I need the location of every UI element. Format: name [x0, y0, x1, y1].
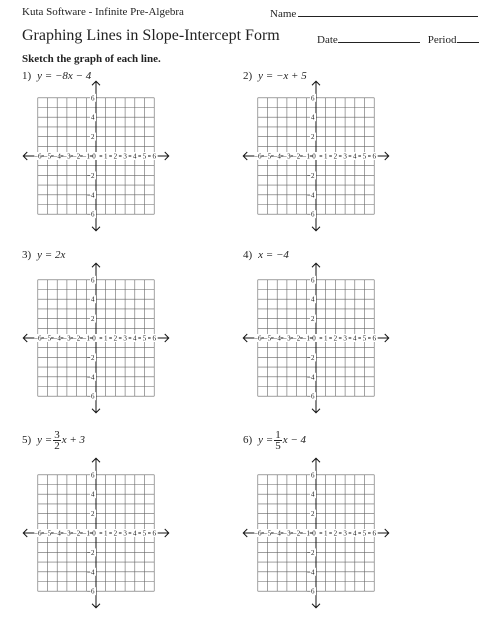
name-label: Name	[270, 8, 297, 20]
problem-number: 1)	[22, 70, 32, 82]
y-tick-label: 6	[91, 471, 95, 480]
x-tick-label: −1	[82, 152, 91, 161]
x-tick-label: −2	[292, 529, 301, 538]
y-tick-label: 2	[311, 315, 315, 324]
x-tick-label: −3	[63, 334, 71, 343]
y-tick-label: −2	[87, 353, 95, 362]
x-tick-label: 2	[333, 529, 338, 538]
equation-prefix: y =	[37, 434, 53, 447]
x-tick-label: −4	[273, 152, 281, 161]
instructions-text: Sketch the graph of each line.	[22, 53, 161, 65]
equation-suffix: x + 3	[61, 434, 86, 447]
x-tick-label: 0	[312, 334, 316, 343]
fraction-denominator: 2	[54, 440, 60, 452]
x-tick-label: −2	[72, 152, 81, 161]
fraction-numerator: 3	[54, 429, 60, 441]
period-label: Period	[427, 34, 457, 46]
x-tick-label: 1	[323, 152, 328, 161]
x-tick-label: 5	[362, 529, 367, 538]
y-tick-label: 6	[91, 94, 95, 103]
x-tick-label: −4	[53, 529, 61, 538]
problem-equation: y = −x + 5	[258, 70, 307, 82]
x-tick-label: −4	[273, 334, 281, 343]
y-tick-label: 6	[311, 471, 315, 480]
x-tick-label: 5	[142, 152, 147, 161]
x-tick-label: 5	[142, 334, 147, 343]
x-tick-label: −3	[63, 529, 71, 538]
x-tick-label: 1	[103, 152, 108, 161]
x-tick-label: −5	[43, 529, 52, 538]
y-tick-label: 2	[91, 133, 95, 142]
x-tick-label: 5	[362, 152, 367, 161]
page-title: Graphing Lines in Slope-Intercept Form	[22, 27, 280, 44]
problem-number: 6)	[243, 434, 253, 447]
x-tick-label: −5	[263, 529, 272, 538]
x-tick-label: 0	[312, 152, 316, 161]
x-tick-label: −1	[302, 529, 311, 538]
problem-equation: y = −8x − 4	[37, 70, 92, 82]
x-tick-label: 1	[323, 334, 328, 343]
x-tick-label: −2	[292, 152, 301, 161]
equation-prefix: y =	[258, 434, 274, 447]
x-tick-label: 3	[123, 152, 127, 161]
y-tick-label: 2	[311, 510, 315, 519]
x-tick-label: 4	[353, 334, 357, 343]
y-tick-label: −4	[307, 191, 315, 200]
x-tick-label: 6	[372, 152, 376, 161]
x-tick-label: −5	[43, 334, 52, 343]
fraction-denominator: 5	[275, 440, 281, 452]
x-tick-label: 0	[92, 529, 96, 538]
y-tick-label: −4	[87, 373, 95, 382]
date-label: Date	[317, 34, 338, 46]
y-tick-label: −4	[307, 373, 315, 382]
y-tick-label: −6	[307, 210, 315, 219]
y-tick-label: −6	[87, 587, 95, 596]
y-tick-label: 4	[91, 113, 95, 122]
x-tick-label: 2	[113, 334, 118, 343]
x-tick-label: −6	[34, 334, 42, 343]
problem-equation: y = 2x	[37, 249, 66, 261]
x-tick-label: 2	[113, 529, 118, 538]
x-tick-label: −6	[254, 334, 262, 343]
y-tick-label: −2	[87, 548, 95, 557]
x-tick-label: −6	[34, 152, 42, 161]
x-tick-label: −1	[82, 529, 91, 538]
x-tick-label: 6	[152, 529, 156, 538]
x-tick-label: 5	[142, 529, 147, 538]
x-tick-label: 3	[123, 529, 127, 538]
x-tick-label: 4	[353, 529, 357, 538]
x-tick-label: 6	[372, 529, 376, 538]
x-tick-label: −6	[34, 529, 42, 538]
x-tick-label: −5	[263, 334, 272, 343]
x-tick-label: 2	[333, 334, 338, 343]
x-tick-label: 0	[92, 152, 96, 161]
x-tick-label: −5	[43, 152, 52, 161]
y-tick-label: −6	[87, 210, 95, 219]
x-tick-label: 3	[123, 334, 127, 343]
x-tick-label: 1	[103, 334, 108, 343]
publisher-text: Kuta Software - Infinite Pre-Algebra	[22, 6, 184, 18]
y-tick-label: 4	[311, 490, 315, 499]
x-tick-label: 1	[103, 529, 108, 538]
x-tick-label: −2	[72, 529, 81, 538]
y-tick-label: 2	[311, 133, 315, 142]
x-tick-label: 0	[312, 529, 316, 538]
y-tick-label: 4	[311, 113, 315, 122]
y-tick-label: −4	[87, 191, 95, 200]
x-tick-label: 2	[333, 152, 338, 161]
equation-suffix: x − 4	[282, 434, 307, 447]
x-tick-label: −6	[254, 152, 262, 161]
x-tick-label: 5	[362, 334, 367, 343]
x-tick-label: −2	[72, 334, 81, 343]
y-tick-label: 6	[91, 276, 95, 285]
y-tick-label: −6	[307, 587, 315, 596]
x-tick-label: −3	[283, 529, 291, 538]
y-tick-label: 2	[91, 315, 95, 324]
problem-number: 3)	[22, 249, 32, 261]
x-tick-label: −4	[53, 334, 61, 343]
y-tick-label: −4	[307, 568, 315, 577]
y-tick-label: 4	[91, 295, 95, 304]
y-tick-label: −2	[307, 548, 315, 557]
y-tick-label: −2	[307, 171, 315, 180]
x-tick-label: 3	[343, 334, 347, 343]
y-tick-label: 4	[91, 490, 95, 499]
y-tick-label: 6	[311, 94, 315, 103]
x-tick-label: −3	[283, 334, 291, 343]
x-tick-label: −4	[53, 152, 61, 161]
grid-group	[243, 458, 389, 608]
y-tick-label: −2	[307, 353, 315, 362]
x-tick-label: −1	[82, 334, 91, 343]
x-tick-label: −1	[302, 152, 311, 161]
x-tick-label: −6	[254, 529, 262, 538]
problem-number: 2)	[243, 70, 253, 82]
x-tick-label: 6	[372, 334, 376, 343]
x-tick-label: 3	[343, 152, 347, 161]
x-tick-label: −1	[302, 334, 311, 343]
x-tick-label: −5	[263, 152, 272, 161]
problem-equation: x = −4	[258, 249, 289, 261]
x-tick-label: 6	[152, 152, 156, 161]
x-tick-label: 6	[152, 334, 156, 343]
x-tick-label: 4	[133, 152, 137, 161]
x-tick-label: 2	[113, 152, 118, 161]
y-tick-label: −6	[307, 392, 315, 401]
problem-number: 4)	[243, 249, 253, 261]
x-tick-label: 0	[92, 334, 96, 343]
x-tick-label: 3	[343, 529, 347, 538]
fraction-numerator: 1	[275, 429, 281, 441]
y-tick-label: −4	[87, 568, 95, 577]
problem-number: 5)	[22, 434, 32, 447]
x-tick-label: −4	[273, 529, 281, 538]
y-tick-label: 4	[311, 295, 315, 304]
x-tick-label: 4	[353, 152, 357, 161]
y-tick-label: −2	[87, 171, 95, 180]
y-tick-label: 2	[91, 510, 95, 519]
y-tick-label: 6	[311, 276, 315, 285]
x-tick-label: −3	[283, 152, 291, 161]
y-tick-label: −6	[87, 392, 95, 401]
x-tick-label: 4	[133, 334, 137, 343]
x-tick-label: 1	[323, 529, 328, 538]
x-tick-label: 4	[133, 529, 137, 538]
x-tick-label: −3	[63, 152, 71, 161]
x-tick-label: −2	[292, 334, 301, 343]
